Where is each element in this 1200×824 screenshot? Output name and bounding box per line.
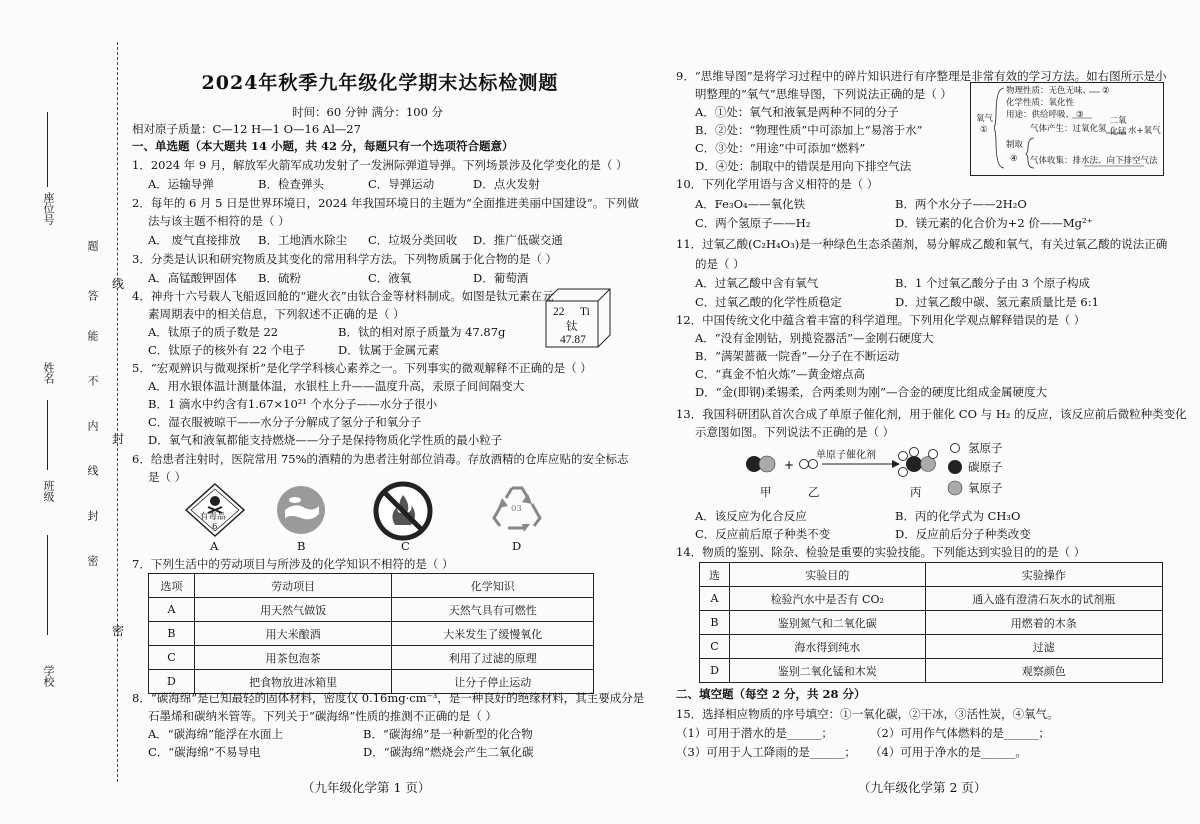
recycle-sign-num: 03 (511, 504, 522, 514)
toxic-sign-text: 有毒品 (200, 512, 226, 522)
table-cell: 检验汽水中是否有 CO₂ (729, 587, 925, 611)
q14-stem: 14．物质的鉴别、除杂、检验是重要的实验技能。下列能达到实验目的的是（ ） (676, 545, 1086, 559)
reactant-jia: 甲 (760, 485, 772, 499)
table-cell: 通入盛有澄清石灰水的试剂瓶 (925, 587, 1162, 611)
no-answer-char: 题 (86, 240, 99, 251)
q8-option-a[interactable]: A．“碳海绵”能浮在水面上 (148, 727, 284, 741)
page-footer-1: （九年级化学第 1 页） (302, 780, 431, 795)
no-answer-char: 不 (86, 375, 99, 386)
q9-option-b[interactable]: B．②处：“物理性质”中可添加上“易溶于水” (695, 123, 923, 137)
table-cell: 大米发生了缓慢氧化 (392, 622, 594, 646)
cut-word-secret: 密 (112, 624, 125, 638)
table-row (149, 646, 594, 670)
q5-option-b[interactable]: B．1 滴水中约含有1.67×10²¹ 个水分子——水分子很小 (148, 397, 438, 411)
q4-option-a[interactable]: A．钛原子的质子数是 22 (148, 325, 279, 339)
table-cell: A (149, 598, 195, 622)
table-cell: 用大米酿酒 (194, 622, 392, 646)
q13-stem-line1: 13．我国科研团队首次合成了单原子催化剂，用于催化 CO 与 H₂ 的反应，该反应前后微粒种类变化 (676, 407, 1187, 421)
q11-option-c[interactable]: C．过氧乙酸的化学性质稳定 (695, 295, 842, 309)
page-footer-2: （九年级化学第 2 页） (858, 780, 987, 795)
q10-option-a[interactable]: A．Fe₃O₄——氧化铁 (695, 197, 806, 211)
table-cell: 海水得到纯水 (729, 635, 925, 659)
q4-option-d[interactable]: D．钛属于金属元素 (338, 343, 440, 357)
no-answer-char: 能 (86, 330, 99, 341)
q8-stem-line1: 8．“碳海绵”是已知最轻的固体材料，密度仅 0.16mg·cm⁻³，是一种良好的绝缘材料，其主要成分是 (132, 691, 645, 705)
table-row (700, 659, 1163, 683)
q8-option-d[interactable]: D．“碳海绵”燃烧会产生二氧化碳 (363, 745, 534, 759)
no-answer-char: 线 (86, 465, 99, 476)
q7-stem: 7．下列生活中的劳动项目与所涉及的化学知识不相符的是（ ） (132, 557, 454, 571)
table-header: 劳动项目 (194, 574, 392, 598)
q5-option-d[interactable]: D．氧气和液氧都能支持燃烧——分子是保持物质化学性质的最小粒子 (148, 433, 503, 447)
map-gas-produce: 气体产生：过氧化氢 (1030, 124, 1107, 134)
q6-label-d: D (512, 539, 522, 553)
no-answer-char: 内 (86, 420, 99, 431)
q6-label-b: B (297, 539, 306, 553)
q13-option-a[interactable]: A．该反应为化合反应 (695, 509, 807, 523)
q8-option-b[interactable]: B．“碳海绵”是一种新型的化合物 (363, 727, 533, 741)
q11-option-d[interactable]: D．过氧乙酸中碳、氢元素质量比是 6:1 (895, 295, 1099, 309)
q1-option-c[interactable]: C．导弹运动 (368, 177, 435, 191)
q15-stem: 15．选择相应物质的序号填空：①一氧化碳，②干冰，③活性炭，④氧气。 (676, 707, 1059, 721)
seat-label: 座位号 (42, 192, 55, 225)
table-cell: D (700, 659, 730, 683)
q1-stem: 1．2024 年 9 月，解放军火箭军成功发射了一发洲际弹道导弹。下列场景涉及化学变化的是（ ） (132, 158, 628, 172)
q3-stem: 3．分类是认识和研究物质及其变化的常用科学方法。下列物质属于化合物的是（ ） (132, 252, 557, 266)
table-cell: 利用了过滤的原理 (392, 646, 594, 670)
toxic-sign-num: 6 (212, 522, 218, 532)
class-label: 班级 (42, 480, 55, 502)
q2-option-b[interactable]: B．工地洒水除尘 (258, 233, 347, 247)
table-header: 选 (700, 563, 730, 587)
ti-number: 22 (553, 306, 565, 318)
q11-option-b[interactable]: B．1 个过氧乙酸分子由 3 个原子构成 (895, 276, 1091, 290)
q15-blank-3[interactable]: （3）可用于人工降雨的是______； (676, 745, 856, 759)
q13-stem-line2: 示意图如图。下列说法不正确的是（ ） (695, 425, 895, 439)
table-cell: 天然气具有可燃性 (392, 598, 594, 622)
q4-option-b[interactable]: B．钛的相对原子质量为 47.87g (338, 325, 506, 339)
table-cell: 观察颜色 (925, 659, 1162, 683)
map-physical: 物理性质：无色无味、 (1006, 86, 1092, 96)
q10-stem: 10．下列化学用语与含义相符的是（ ） (676, 177, 879, 191)
q9-option-c[interactable]: C．③处：“用途”中可添加“燃料” (695, 141, 866, 155)
table-row (700, 587, 1163, 611)
svg-text:+: + (784, 458, 795, 472)
q10-option-b[interactable]: B．两个水分子——2H₂O (895, 197, 1027, 211)
table-cell: 把食物放进冰箱里 (194, 670, 392, 694)
map-use: 用途：供给呼吸、 (1006, 110, 1075, 120)
q2-option-c[interactable]: C．垃圾分类回收 (368, 233, 458, 247)
q12-option-a[interactable]: A．“没有金刚钻，别揽瓷器活”—金刚石硬度大 (695, 331, 934, 345)
q9-stem-line2: 明整理的“氧气”思维导图，下列说法正确的是（ ） (695, 87, 952, 101)
q3-option-b[interactable]: B．硫粉 (258, 271, 301, 285)
no-fire-sign-icon[interactable] (373, 481, 433, 541)
table-cell: 用天然气做饭 (194, 598, 392, 622)
map-products: 水+氧气 (1128, 126, 1161, 136)
q10-option-d[interactable]: D．镁元素的化合价为+2 价——Mg²⁺ (895, 216, 1093, 230)
table-cell: A (700, 587, 730, 611)
water-saving-sign-icon[interactable] (275, 484, 327, 536)
q2-stem-line2: 法与该主题不相符的是（ ） (148, 214, 290, 228)
q6-label-a: A (210, 539, 219, 553)
q2-stem-line1: 2．每年的 6 月 5 日是世界环境日，2024 年我国环境日的主题为“全面推进美丽中国建设”。下列做 (132, 196, 639, 210)
q3-option-a[interactable]: A．高锰酸钾固体 (148, 271, 237, 285)
binding-line (117, 42, 118, 782)
q2-option-d[interactable]: D．推广低碳交通 (473, 233, 563, 247)
map-circle-1: ① (980, 125, 988, 135)
table-cell: C (700, 635, 730, 659)
table-cell: 过滤 (925, 635, 1162, 659)
q10-option-c[interactable]: C．两个氢原子——H₂ (695, 216, 811, 230)
cut-word-line: 线 (112, 277, 125, 291)
table-cell: 用燃着的木条 (925, 611, 1162, 635)
table-cell: 让分子停止运动 (392, 670, 594, 694)
map-make: 制取 (1006, 140, 1024, 150)
q6-label-c: C (401, 539, 410, 553)
q9-option-d[interactable]: D．④处：制取中的错误是用向下排空气法 (695, 159, 912, 173)
q12-stem: 12．中国传统文化中蕴含着丰富的科学道理。下列用化学观点解释错误的是（ ） (676, 313, 1086, 327)
legend-hydrogen: 氢原子 (968, 441, 1003, 455)
map-circle-3: ③ (1076, 110, 1084, 120)
table-cell: 用茶包泡茶 (194, 646, 392, 670)
name-label: 姓名 (42, 362, 55, 384)
q11-stem-line2: 的是（ ） (695, 257, 745, 271)
seat-blank (47, 112, 48, 187)
q1-option-b[interactable]: B．检查弹头 (258, 177, 324, 191)
table-row (700, 635, 1163, 659)
q15-blank-4[interactable]: （4）可用于净水的是______。 (870, 745, 1027, 759)
ti-name: 钛 (566, 319, 578, 333)
atomic-mass: 相对原子质量：C—12 H—1 O—16 Al—27 (132, 122, 361, 136)
q9-option-a[interactable]: A．①处：氧气和液氧是两种不同的分子 (695, 105, 899, 119)
q15-blank-1[interactable]: （1）可用于潜水的是______； (676, 726, 833, 740)
q3-option-c[interactable]: C．液氧 (368, 271, 412, 285)
q5-stem: 5．“宏观辨识与微观探析”是化学学科核心素养之一。下列事实的微观解释不正确的是（ ） (132, 361, 592, 375)
table-cell: B (149, 622, 195, 646)
map-circle-4: ④ (1010, 154, 1018, 164)
section-2-title: 二、填空题（每空 2 分，共 28 分） (676, 687, 866, 701)
q15-blank-2[interactable]: （2）可用作气体燃料的是______； (870, 726, 1050, 740)
table-header: 化学知识 (392, 574, 594, 598)
no-answer-char: 密 (86, 555, 99, 566)
q7-table (148, 573, 594, 694)
atom-legend-icons (946, 440, 964, 500)
q4-stem-line1: 4．神舟十六号载人飞船返回舱的“避火衣”由钛合金等材料制成。如图是钛元素在元 (132, 289, 554, 303)
section-1-title: 一、单选题（本大题共 14 小题，共 42 分，每题只有一个选项符合题意） (132, 139, 514, 153)
q4-option-c[interactable]: C．钛原子的核外有 22 个电子 (148, 343, 306, 357)
reactant-yi: 乙 (808, 485, 820, 499)
map-chemical: 化学性质：氧化性 (1006, 98, 1075, 108)
q11-stem-line1: 11．过氧乙酸(C₂H₄O₃)是一种绿色生态杀菌剂，易分解成乙酸和氧气，有关过氧乙酸的说法正确 (676, 237, 1168, 251)
q13-option-c[interactable]: C．反应前后原子种类不变 (695, 527, 831, 541)
table-header-row (700, 563, 1163, 587)
table-cell: D (149, 670, 195, 694)
class-blank (47, 535, 48, 635)
no-answer-char: 封 (86, 510, 99, 521)
q12-option-d[interactable]: D．“金(即钢)柔锡柔，合两柔则为刚”—合金的硬度比组成金属硬度大 (695, 385, 1047, 399)
q9-stem-line1: 9．“思维导图”是将学习过程中的碎片知识进行有序整理是非常有效的学习方法。如右图所示是小 (676, 69, 1167, 83)
q2-option-a[interactable]: A． 废气直接排放 (148, 233, 241, 247)
school-label: 学校 (42, 665, 55, 687)
table-row (149, 598, 594, 622)
table-row (149, 622, 594, 646)
ti-mass: 47.87 (560, 334, 586, 346)
cut-word-seal: 封 (112, 432, 125, 446)
no-answer-char: 答 (86, 290, 99, 301)
table-cell: C (149, 646, 195, 670)
q8-stem-line2: 石墨烯和碳纳米管等。下列关于“碳海绵”性质的推测不正确的是（ ） (148, 709, 497, 723)
map-oxygen: 氧气 (976, 114, 994, 124)
exam-title: 2024年秋季九年级化学期末达标检测题 (201, 72, 559, 94)
time-score: 时间：60 分钟 满分：100 分 (292, 105, 444, 119)
q8-option-c[interactable]: C．“碳海绵”不易导电 (148, 745, 261, 759)
q12-option-c[interactable]: C．“真金不怕火炼”—黄金熔点高 (695, 367, 866, 381)
table-header: 实验目的 (729, 563, 925, 587)
q1-option-a[interactable]: A．运输导弹 (148, 177, 214, 191)
product-bing: 丙 (910, 485, 922, 499)
q12-option-b[interactable]: B．“满架蔷薇一院香”—分子在不断运动 (695, 349, 900, 363)
q11-option-a[interactable]: A．过氧乙酸中含有氧气 (695, 276, 819, 290)
q1-option-d[interactable]: D．点火发射 (473, 177, 540, 191)
q6-stem-line1: 6．给患者注射时，医院常用 75%的酒精的为患者注射部位消毒。存放酒精的仓库应贴的安全标志 (132, 452, 629, 466)
table-cell: 鉴别氮气和二氧化碳 (729, 611, 925, 635)
legend-oxygen: 氧原子 (968, 481, 1003, 495)
name-blank (47, 400, 48, 470)
map-mno2: 二氧化锰 (1109, 116, 1127, 137)
table-header: 实验操作 (925, 563, 1162, 587)
catalyst-label: 单原子催化剂 (816, 450, 876, 461)
q13-option-b[interactable]: B．丙的化学式为 CH₃O (895, 509, 1021, 523)
table-cell: 鉴别二氧化锰和木炭 (729, 659, 925, 683)
q14-table (699, 562, 1163, 683)
legend-carbon: 碳原子 (968, 460, 1003, 474)
q6-stem-line2: 是（ ） (148, 470, 187, 484)
map-circle-2: ② (1102, 86, 1110, 96)
table-header-row (149, 574, 594, 598)
table-row (700, 611, 1163, 635)
q13-option-d[interactable]: D．反应前后分子种类改变 (895, 527, 1031, 541)
q4-stem-line2: 素周期表中的相关信息，下列叙述不正确的是（ ） (148, 307, 405, 321)
ti-symbol: Ti (580, 306, 590, 318)
map-collect: 气体收集：排水法、向下排空气法 (1030, 156, 1158, 166)
q5-option-c[interactable]: C．湿衣服被晾干——水分子分解成了氢分子和氧分子 (148, 415, 422, 429)
table-header: 选项 (149, 574, 195, 598)
q3-option-d[interactable]: D．葡萄酒 (473, 271, 529, 285)
q5-option-a[interactable]: A．用水银体温计测量体温，水银柱上升——温度升高，汞原子间间隔变大 (148, 379, 525, 393)
table-cell: B (700, 611, 730, 635)
